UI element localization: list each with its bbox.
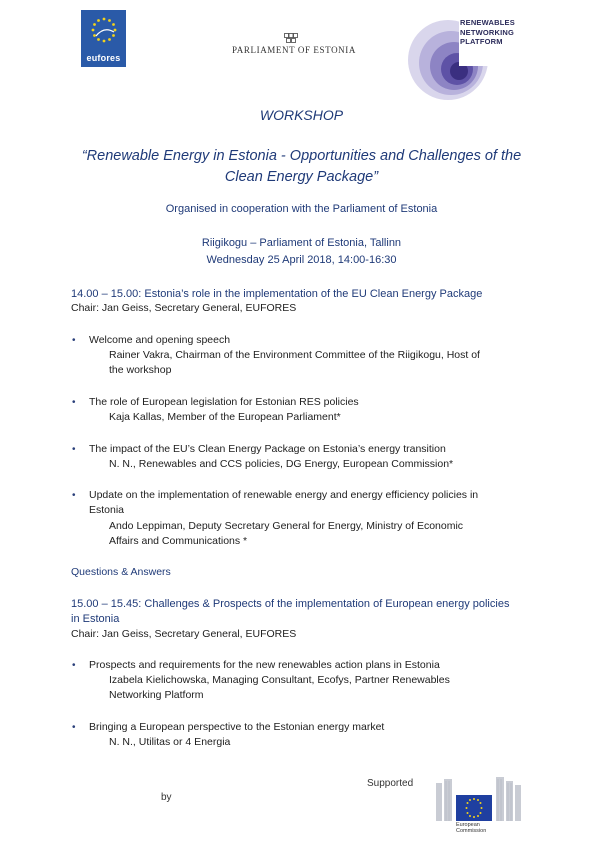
eufores-label: eufores — [86, 53, 121, 63]
agenda-item-speaker: N. N., Utilitas or 4 Energia — [109, 736, 231, 748]
session-1-chair: Chair: Jan Geiss, Secretary General, EUFORES — [71, 302, 297, 314]
agenda-item-speaker: Kaja Kallas, Member of the European Parliament* — [109, 411, 341, 423]
ec-label — [456, 822, 486, 834]
bullet-icon: • — [72, 444, 76, 455]
organised-note: Organised in cooperation with the Parliament of Estonia — [165, 203, 438, 215]
by-label: by — [161, 792, 172, 803]
agenda-item-title-cont: Estonia — [89, 504, 125, 516]
session-2-heading-line-1: 15.00 – 15.45: Challenges & Prospects of the implementation of European energy policies — [71, 598, 510, 610]
agenda-item-title: Bringing a European perspective to the Estonian energy market — [89, 721, 385, 733]
bullet-icon: • — [72, 335, 76, 346]
session-2-heading — [71, 597, 541, 627]
eu-stars-icon — [90, 16, 118, 44]
event-title-line-1: “Renewable Energy in Estonia - Opportunities and Challenges of the — [81, 148, 522, 164]
eufores-logo — [81, 10, 126, 67]
agenda-item-title: Welcome and opening speech — [89, 334, 231, 346]
parliament-emblem-icon — [284, 33, 298, 43]
session-2-chair: Chair: Jan Geiss, Secretary General, EUFORES — [71, 628, 297, 640]
agenda-item-title: Update on the implementation of renewable energy and energy efficiency policies in — [89, 489, 479, 501]
rnp-line-1: RENEWABLES — [460, 18, 515, 27]
qa-label: Questions & Answers — [71, 566, 171, 578]
agenda-item-title: Prospects and requirements for the new renewables action plans in Estonia — [89, 659, 440, 671]
bullet-icon: • — [72, 490, 76, 501]
ec-label-line-1: European — [456, 822, 480, 828]
agenda-item-speaker-cont: Affairs and Communications * — [109, 535, 248, 547]
ec-label-line-2: Commission — [456, 828, 487, 834]
session-2-heading-line-2: in Estonia — [71, 613, 120, 625]
session-1-heading: 14.00 – 15.00: Estonia’s role in the implementation of the EU Clean Energy Package — [71, 288, 483, 300]
rnp-line-3: PLATFORM — [460, 37, 503, 46]
bullet-icon: • — [72, 660, 76, 671]
event-title — [30, 146, 573, 188]
agenda-item-title: The impact of the EU’s Clean Energy Package on Estonia’s energy transition — [89, 443, 446, 455]
agenda-item-speaker-cont: the workshop — [109, 364, 172, 376]
rnp-logo-text — [460, 18, 515, 47]
bullet-icon: • — [72, 397, 76, 408]
agenda-item-title: The role of European legislation for Estonian RES policies — [89, 396, 359, 408]
parliament-logo-text: PARLIAMENT OF ESTONIA — [232, 45, 356, 55]
agenda-item-speaker: Ando Leppiman, Deputy Secretary General for Energy, Ministry of Economic — [109, 520, 464, 532]
event-type: WORKSHOP — [259, 107, 344, 123]
agenda-item-speaker: Rainer Vakra, Chairman of the Environment Committee of the Riigikogu, Host of — [109, 349, 480, 361]
event-date: Wednesday 25 April 2018, 14:00-16:30 — [206, 254, 397, 266]
european-commission-logo — [436, 775, 524, 835]
supported-label: Supported — [367, 778, 414, 789]
agenda-item-speaker: N. N., Renewables and CCS policies, DG Energy, European Commission* — [109, 458, 454, 470]
agenda-item-speaker-cont: Networking Platform — [109, 689, 204, 701]
agenda-item-speaker: Izabela Kielichowska, Managing Consultant, Ecofys, Partner Renewables — [109, 674, 450, 686]
venue: Riigikogu – Parliament of Estonia, Tallinn — [201, 237, 402, 249]
bullet-icon: • — [72, 722, 76, 733]
venue-block — [30, 235, 573, 269]
rnp-line-2: NETWORKING — [460, 27, 515, 37]
event-title-line-2: Clean Energy Package” — [224, 169, 379, 185]
